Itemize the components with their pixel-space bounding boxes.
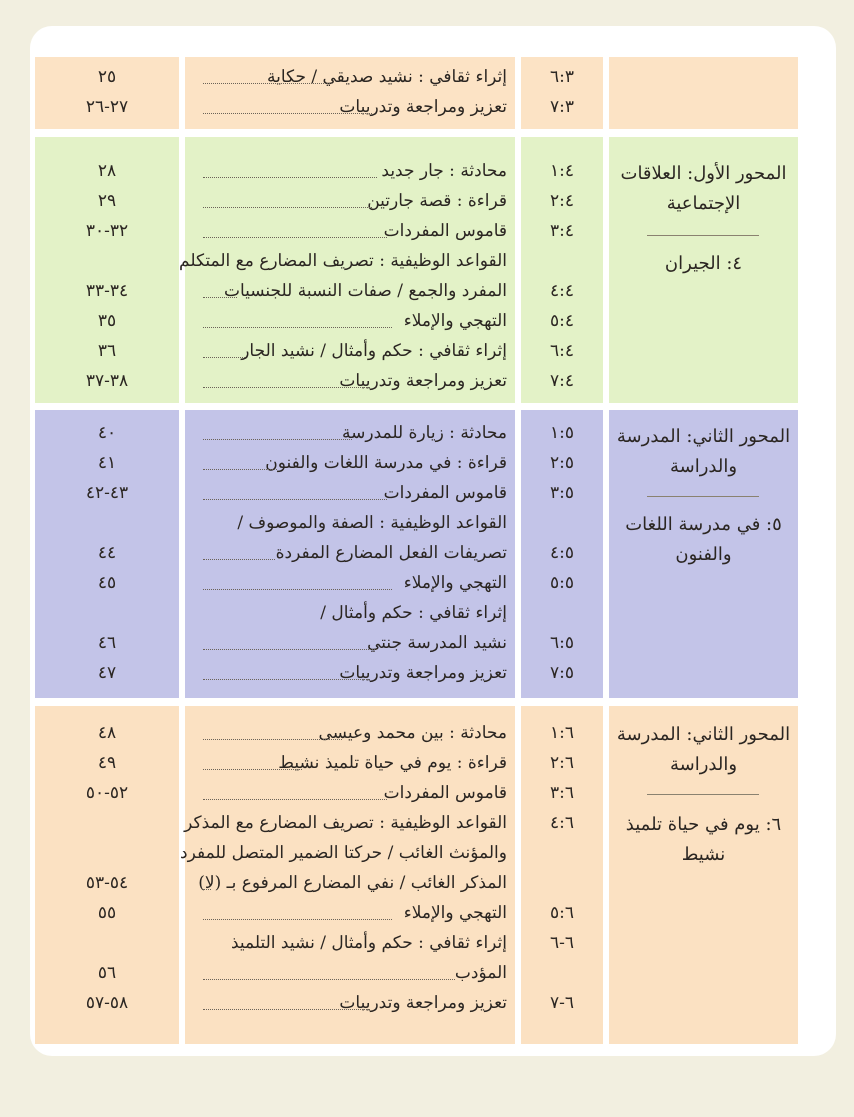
leader-dots xyxy=(203,469,277,470)
topic-line xyxy=(184,808,507,838)
topic-line xyxy=(193,748,507,778)
unit-title: ٥: في مدرسة اللغات والفنون xyxy=(625,514,782,565)
topic-line xyxy=(193,62,507,92)
page-number: ٣٨-٣٧ xyxy=(85,371,129,391)
topic-text: قراءة : قصة جارتين xyxy=(367,191,507,211)
lesson-number: ٧:٥ xyxy=(550,663,574,683)
topics-column xyxy=(179,137,515,403)
topic-text: تعزيز ومراجعة وتدريبات xyxy=(339,993,507,1013)
topics-column xyxy=(180,706,515,1044)
leader-dots xyxy=(203,207,372,208)
unit-column xyxy=(609,137,798,403)
leader-dots xyxy=(203,739,342,740)
topic-line xyxy=(193,336,507,366)
lessons-column xyxy=(521,410,603,698)
lesson-number: ٣:٦ xyxy=(550,783,574,803)
topic-line xyxy=(193,306,507,336)
leader-dots xyxy=(203,297,237,298)
page-number: ٢٨ xyxy=(97,161,117,181)
page-number: ٣٥ xyxy=(97,311,117,331)
leader-dots xyxy=(203,83,332,84)
leader-dots xyxy=(203,679,369,680)
topic-text: قاموس المفردات xyxy=(383,483,507,503)
topic-line xyxy=(193,568,507,598)
lesson-number: ٤:٥ xyxy=(550,543,574,563)
topic-line xyxy=(193,156,507,186)
topic-line xyxy=(193,898,507,928)
unit-title: ٤: الجيران xyxy=(664,253,743,274)
leader-dots xyxy=(203,113,372,114)
lesson-number: ٦:٥ xyxy=(550,633,574,653)
lesson-number: ١:٥ xyxy=(550,423,574,443)
page-number: ٥٢-٥٠ xyxy=(85,783,129,803)
page-number: ٥٦ xyxy=(97,963,117,983)
leader-dots xyxy=(203,237,387,238)
leader-dots xyxy=(203,589,392,590)
page-number: ٥٨-٥٧ xyxy=(85,993,129,1013)
lesson-number: ٦:٣ xyxy=(550,67,574,87)
page-number: ٢٧-٢٦ xyxy=(85,97,129,117)
topic-line xyxy=(193,598,507,628)
leader-dots xyxy=(203,327,392,328)
topic-text: التهجي والإملاء xyxy=(403,311,507,331)
topic-text: محادثة : زيارة للمدرسة xyxy=(342,423,507,443)
leader-dots xyxy=(203,889,211,890)
lesson-number: ٧:٣ xyxy=(550,97,574,117)
topic-text: قاموس المفردات xyxy=(383,221,507,241)
lessons-column xyxy=(521,57,603,129)
pages-column xyxy=(35,410,179,698)
leader-dots xyxy=(203,919,392,920)
leader-dots xyxy=(203,499,387,500)
topic-text: التهجي والإملاء xyxy=(403,903,507,923)
topic-text: إثراء ثقافي : حكم وأمثال / xyxy=(320,603,507,623)
lesson-number: ٦:٤ xyxy=(550,341,574,361)
unit-column xyxy=(609,410,798,698)
topic-line xyxy=(193,718,507,748)
topic-line xyxy=(193,628,507,658)
lesson-number: ٢:٤ xyxy=(550,191,574,211)
topic-line xyxy=(193,928,507,958)
topics-column xyxy=(185,57,515,129)
page-number: ٣٢-٣٠ xyxy=(85,221,129,241)
page-number: ٤٧ xyxy=(97,663,117,683)
leader-dots xyxy=(203,649,377,650)
topic-text: نشيد المدرسة جنتي xyxy=(367,633,507,653)
topic-line xyxy=(193,216,507,246)
page-number: ٤٠ xyxy=(97,423,117,443)
topic-text: قراءة : يوم في حياة تلميذ نشيط xyxy=(278,753,507,773)
axis-title: المحور الأول: العلاقات الإجتماعية xyxy=(620,163,787,214)
topic-text: إثراء ثقافي : نشيد صديقي / حكاية xyxy=(267,67,507,87)
topic-line xyxy=(193,658,507,688)
lesson-number: ٢:٥ xyxy=(550,453,574,473)
unit-column xyxy=(609,706,798,1044)
topic-text: القواعد الوظيفية : تصريف المضارع مع المتكلم xyxy=(179,251,507,271)
topics-column xyxy=(185,410,515,698)
unit-divider xyxy=(647,235,759,236)
unit-divider xyxy=(647,794,759,795)
topic-text: القواعد الوظيفية : الصفة والموصوف / xyxy=(237,513,507,533)
topic-line xyxy=(193,988,507,1018)
topic-line xyxy=(193,186,507,216)
topic-line xyxy=(179,246,507,276)
leader-dots xyxy=(203,769,302,770)
topic-text: المذكر الغائب / نفي المضارع المرفوع بـ (لا) xyxy=(198,873,507,893)
leader-dots xyxy=(203,979,455,980)
topic-text: محادثة : بين محمد وعيسى xyxy=(318,723,507,743)
topic-line xyxy=(193,478,507,508)
page-number: ٤٤ xyxy=(97,543,117,563)
topic-text: قراءة : في مدرسة اللغات والفنون xyxy=(265,453,507,473)
lesson-number: ٥:٤ xyxy=(550,311,574,331)
page-number: ٥٤-٥٣ xyxy=(85,873,129,893)
page-number: ٣٦ xyxy=(97,341,117,361)
topic-line xyxy=(193,508,507,538)
pages-column xyxy=(35,706,179,1044)
topic-text: والمؤنث الغائب / حركتا الضمير المتصل للمفرد xyxy=(180,843,507,863)
topic-line xyxy=(193,276,507,306)
lesson-number: ٥:٥ xyxy=(550,573,574,593)
page-number: ٥٥ xyxy=(97,903,117,923)
contents-page xyxy=(30,26,836,1056)
unit-column xyxy=(609,57,798,129)
lesson-number: ٣:٤ xyxy=(550,221,574,241)
topic-text: تعزيز ومراجعة وتدريبات xyxy=(339,97,507,117)
lessons-column xyxy=(521,137,603,403)
page-number: ٤٩ xyxy=(97,753,117,773)
axis-title: المحور الثاني: المدرسة والدراسة xyxy=(616,426,791,477)
lesson-number: ٦-٦ xyxy=(549,933,575,953)
page-number: ٢٥ xyxy=(97,67,117,87)
topic-text: إثراء ثقافي : حكم وأمثال / نشيد التلميذ xyxy=(230,933,507,953)
leader-dots xyxy=(203,357,245,358)
lesson-number: ٦-٧ xyxy=(549,993,575,1013)
lessons-column xyxy=(521,706,603,1044)
pages-column xyxy=(35,57,179,129)
page-number: ٤٦ xyxy=(97,633,117,653)
unit-title: ٦: يوم في حياة تلميذ نشيط xyxy=(625,814,782,865)
unit-divider xyxy=(647,496,759,497)
topic-text: محادثة : جار جديد xyxy=(381,161,507,181)
topic-line xyxy=(193,778,507,808)
topic-text: تعزيز ومراجعة وتدريبات xyxy=(339,371,507,391)
lesson-number: ٧:٤ xyxy=(550,371,574,391)
page-number: ٣٤-٣٣ xyxy=(85,281,129,301)
topic-text: قاموس المفردات xyxy=(383,783,507,803)
topic-line xyxy=(193,958,507,988)
topic-line xyxy=(193,366,507,396)
leader-dots xyxy=(203,1009,369,1010)
topic-line xyxy=(193,538,507,568)
leader-dots xyxy=(203,387,369,388)
leader-dots xyxy=(203,559,275,560)
leader-dots xyxy=(203,439,352,440)
lesson-number: ٢:٦ xyxy=(550,753,574,773)
topic-text: تصريفات الفعل المضارع المفردة xyxy=(275,543,507,563)
page-number: ٤١ xyxy=(97,453,117,473)
page-number: ٢٩ xyxy=(97,191,117,211)
lesson-number: ٤:٤ xyxy=(550,281,574,301)
lesson-number: ١:٤ xyxy=(550,161,574,181)
leader-dots xyxy=(203,177,377,178)
topic-text: التهجي والإملاء xyxy=(403,573,507,593)
lesson-number: ١:٦ xyxy=(550,723,574,743)
lesson-number: ٤:٦ xyxy=(550,813,574,833)
topic-line xyxy=(193,418,507,448)
lesson-number: ٣:٥ xyxy=(550,483,574,503)
leader-dots xyxy=(203,799,387,800)
page-number: ٤٨ xyxy=(97,723,117,743)
topic-text: إثراء ثقافي : حكم وأمثال / نشيد الجار xyxy=(241,341,507,361)
lesson-number: ٥:٦ xyxy=(550,903,574,923)
axis-title: المحور الثاني: المدرسة والدراسة xyxy=(616,724,791,775)
topic-text: المفرد والجمع / صفات النسبة للجنسيات xyxy=(223,281,507,301)
topic-text: تعزيز ومراجعة وتدريبات xyxy=(339,663,507,683)
page-number: ٤٣-٤٢ xyxy=(85,483,129,503)
pages-column xyxy=(35,137,179,403)
topic-line xyxy=(193,868,507,898)
topic-text: المؤدب xyxy=(454,963,507,983)
page-number: ٤٥ xyxy=(97,573,117,593)
topic-line xyxy=(193,448,507,478)
topic-line xyxy=(193,92,507,122)
topic-text: القواعد الوظيفية : تصريف المضارع مع المذكر xyxy=(184,813,507,833)
topic-line xyxy=(180,838,507,868)
